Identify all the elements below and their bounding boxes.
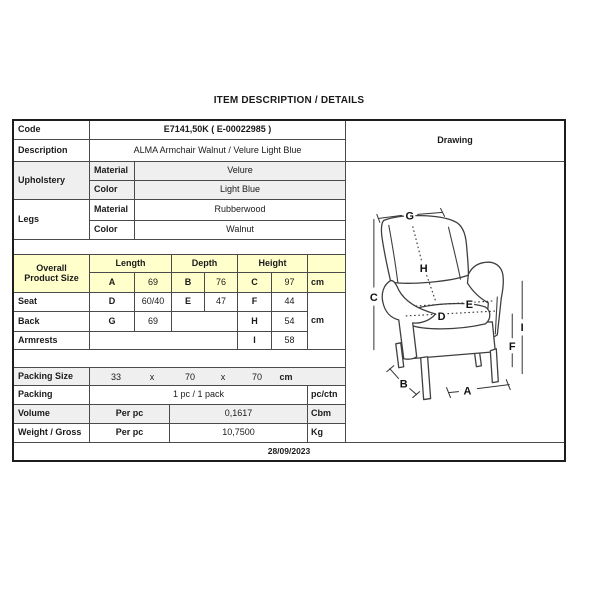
packing-size-dim1: 33 xyxy=(110,371,122,382)
overall-size-line2: Product Size xyxy=(24,272,79,283)
overall-c: C xyxy=(238,273,272,293)
legs-material-value: Rubberwood xyxy=(135,200,345,221)
back-label: Back xyxy=(14,312,90,332)
packing-size-dim3: 70 xyxy=(251,371,263,382)
header-unit-spacer xyxy=(308,254,345,273)
packing-label: Packing xyxy=(14,386,90,405)
volume-per-pc: Per pc xyxy=(90,405,170,424)
description-label: Description xyxy=(14,140,90,162)
armchair-drawing xyxy=(346,162,564,443)
overall-b: B xyxy=(172,273,205,293)
header-length: Length xyxy=(90,254,172,273)
packing-size-dim2: 70 xyxy=(184,371,196,382)
overall-size-line1: Overall xyxy=(36,263,67,274)
volume-label: Volume xyxy=(14,405,90,424)
dim-label-d: D xyxy=(437,310,446,323)
header-height: Height xyxy=(238,254,308,273)
packing-size-x1: x xyxy=(149,371,155,382)
overall-unit: cm xyxy=(308,273,345,293)
upholstery-material-value: Velure xyxy=(135,162,345,181)
overall-size-label xyxy=(14,254,90,293)
overall-b-value: 76 xyxy=(205,273,238,293)
code-value: E7141,50K ( E-00022985 ) xyxy=(90,121,345,140)
dim-label-h: H xyxy=(419,262,428,275)
back-depth-empty xyxy=(172,312,238,332)
back-h: H xyxy=(238,312,272,332)
header-depth: Depth xyxy=(172,254,238,273)
description-value: ALMA Armchair Walnut / Velure Light Blue xyxy=(90,140,345,162)
weight-label: Weight / Gross xyxy=(14,424,90,443)
drawing-cell xyxy=(345,162,564,443)
seat-d-value: 60/40 xyxy=(135,293,172,312)
packing-size-x2: x xyxy=(220,371,226,382)
overall-c-value: 97 xyxy=(272,273,308,293)
upholstery-color-label: Color xyxy=(90,181,135,200)
drawing-header: Drawing xyxy=(345,121,564,162)
seat-f: F xyxy=(238,293,272,312)
legs-label: Legs xyxy=(14,200,90,240)
legs-material-label: Material xyxy=(90,200,135,221)
date-stamp: 28/09/2023 xyxy=(267,446,311,457)
upholstery-color-value: Light Blue xyxy=(135,181,345,200)
dim-line-a xyxy=(449,384,510,392)
seat-e-value: 47 xyxy=(205,293,238,312)
seat-label: Seat xyxy=(14,293,90,312)
dim-label-i: I xyxy=(520,321,524,334)
dim-label-c: C xyxy=(369,291,378,304)
volume-value: 0,1617 xyxy=(170,405,308,424)
seat-d: D xyxy=(90,293,135,312)
size-rows-unit: cm xyxy=(308,293,345,350)
packing-unit: pc/ctn xyxy=(308,386,345,405)
weight-unit: Kg xyxy=(308,424,345,443)
dim-label-g: G xyxy=(405,209,414,222)
armrests-empty xyxy=(90,332,238,350)
spec-table xyxy=(12,119,566,462)
seat-f-value: 44 xyxy=(272,293,308,312)
seat-e: E xyxy=(172,293,205,312)
armrests-i: I xyxy=(238,332,272,350)
packing-size-value xyxy=(90,367,345,386)
overall-a-value: 69 xyxy=(135,273,172,293)
packing-size-label: Packing Size xyxy=(14,367,90,386)
code-label: Code xyxy=(14,121,90,140)
upholstery-label: Upholstery xyxy=(14,162,90,200)
back-g-value: 69 xyxy=(135,312,172,332)
back-h-value: 54 xyxy=(272,312,308,332)
overall-a: A xyxy=(90,273,135,293)
armrests-label: Armrests xyxy=(14,332,90,350)
dim-label-b: B xyxy=(399,378,408,391)
dim-label-f: F xyxy=(508,340,516,353)
packing-value: 1 pc / 1 pack xyxy=(90,386,308,405)
weight-per-pc: Per pc xyxy=(90,424,170,443)
dim-label-e: E xyxy=(465,298,474,311)
volume-unit: Cbm xyxy=(308,405,345,424)
page-title: ITEM DESCRIPTION / DETAILS xyxy=(213,95,365,106)
dim-label-a: A xyxy=(463,385,472,398)
upholstery-material-label: Material xyxy=(90,162,135,181)
legs-color-value: Walnut xyxy=(135,221,345,240)
back-g: G xyxy=(90,312,135,332)
legs-color-label: Color xyxy=(90,221,135,240)
armrests-i-value: 58 xyxy=(272,332,308,350)
weight-value: 10,7500 xyxy=(170,424,308,443)
packing-size-unit: cm xyxy=(279,371,293,382)
